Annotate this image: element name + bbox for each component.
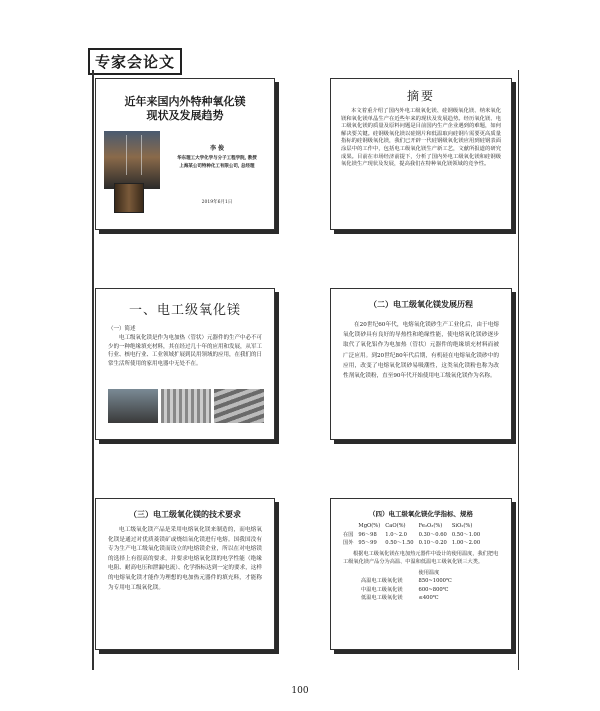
title-line-2: 现状及发展趋势 xyxy=(146,109,224,122)
product-photos xyxy=(108,389,264,423)
spec-cell: 1.0～2.0 xyxy=(385,531,407,538)
requirements-text: 电工级氧化镁产品是采用电熔氧化镁来制造的，而电熔氧化镁是通过对优质菱镁矿或烧结氧化镁进行电熔。国我国没有专为生产电工级氧化镁而设立的电熔镁企业，所以在对电熔镁的选择上有很高的要求，并要求电熔氧化镁的电学性能（绝缘电阻、耐高电压和泄漏电流）、化学指标达到一定的要求，这样的电熔氧化镁才能作为理想的电加热元器件的填充料，才能称为专用电工级氧化镁。 xyxy=(108,527,262,591)
grade-header-row xyxy=(361,569,468,578)
spec-cell: 1.00～2.00 xyxy=(451,540,481,546)
author-block xyxy=(164,145,270,171)
grade-temp: 600~800℃ xyxy=(418,586,449,593)
title-line-1: 近年来国内外特种氧化镁 xyxy=(124,95,246,108)
author-name: 李 俊 xyxy=(209,145,225,152)
section-tag: 专家会论文 xyxy=(88,48,182,75)
slide-title-heading xyxy=(96,95,274,123)
spec-header-row xyxy=(343,522,485,531)
section-one-subtitle: （一）简述 xyxy=(108,326,136,332)
grade-row xyxy=(361,594,468,603)
history-text: 在20世纪60年代，电熔氧化镁砂生产工业化后，由于电熔氧化镁砂具有良好的导热性和绝缘性能，使电熔氧化镁砂逐步取代了氧化铝作为电加热（管状）元器件的绝缘填充材料而被广泛应用。到20世纪80年代后期，有机硅在电熔氧化镁砂中的应用，改变了电熔氧化镁砂易吸潮性，这类氧化镁粉也称为改性剂氧化镁粉，直至90年代开始使用电工级氧化镁作为名称。 xyxy=(343,322,499,380)
spec-cell: 0.50～1.00 xyxy=(451,531,481,538)
right-rule xyxy=(518,70,519,670)
page-number: 100 xyxy=(291,686,309,696)
slide-date: 2019年6月1日 xyxy=(201,200,233,205)
spec-header-cell: MgO(%) xyxy=(358,523,381,529)
spec-header-cell: CaO(%) xyxy=(385,523,406,529)
grade-temp: ≤400℃ xyxy=(418,595,439,601)
abstract-title: 摘要 xyxy=(406,89,435,103)
spec-table xyxy=(343,522,485,548)
grade-name: 高温电工级氧化镁 xyxy=(361,578,403,584)
grade-row xyxy=(361,577,468,586)
photo-elements xyxy=(214,389,264,423)
section-one-text: 电工级氧化镁是作为电加热（管状）元器件的生产中必不可少的一种绝缘填充材料，其在经过几十年的应用和发展，从军工行业、核电行业、工业领域扩展到民用领域的应用，在我们的日常生活所使用的家用电器中无处不在。 xyxy=(108,335,263,367)
spec-cell: 0.10～0.20 xyxy=(418,540,447,546)
history-title: （二）电工级氧化镁发展历程 xyxy=(369,300,473,309)
slide-history xyxy=(330,288,512,440)
section-one-title: 一、电工级氧化镁 xyxy=(128,303,241,318)
abstract-text: 本文着重介绍了国内外电工级氧化镁、硅钢级氧化镁、纳米氧化镁和氧化镁单晶生产在近些年来的现状及发展趋势。经历氧化镁、电工级氧化镁的质量及原料问题是目前国内生产企业遇到的难题，如何解决要关键。硅钢级氧化镁以硅钢片和低温取向硅钢片需要更高质量指标的硅钢级氧化镁，我们已开辟一代硅钢级氧化镁应用到硅钢表面涂层中的工作中，包括电工级氧化镁生产新工艺，文献所报道的研究成果。目前在市场经济前提下，分析了国内外电工级氧化镁和硅钢级氧化镁生产现状及发展，提高我们在特种氧化镁领域的竞争性。 xyxy=(341,108,501,168)
spec-row xyxy=(343,531,485,540)
transformer-photo xyxy=(114,183,144,213)
slide-section-one xyxy=(95,288,275,440)
photo-plant xyxy=(108,389,158,423)
specs-title: （四）电工级氧化镁化学指标、规格 xyxy=(369,510,473,518)
slide-title xyxy=(95,78,275,230)
grade-name: 低温电工级氧化镁 xyxy=(361,595,403,601)
grade-header-cell: 使用温度 xyxy=(418,569,440,576)
spec-cell: 在国 xyxy=(343,531,354,538)
photo-heating-tubes xyxy=(161,389,211,423)
grade-temp: 850~1000℃ xyxy=(418,578,452,584)
slide-abstract xyxy=(330,78,512,230)
spec-header-cell: Fe₂O₃(%) xyxy=(418,523,443,529)
slide-specs xyxy=(330,498,512,650)
spec-cell: 96～98 xyxy=(358,531,377,538)
pylon-graphic xyxy=(126,135,142,175)
affiliation-2: 上海某公司特种化工有限公司, 总经理 xyxy=(179,164,255,169)
spec-cell: 95～99 xyxy=(358,540,377,546)
spec-row xyxy=(343,539,485,548)
spec-cell: 0.50～1.50 xyxy=(385,540,414,546)
spec-header-cell: SiO₂(%) xyxy=(451,523,473,529)
requirements-title: （三）电工级氧化镁的技术要求 xyxy=(129,510,241,519)
affiliation-1: 华东理工大学化学与分子工程学院, 教授 xyxy=(177,156,257,161)
grade-header-blank xyxy=(361,569,419,578)
specs-text: 根据电工级氧化镁在电加热元器件中设计的使用温度，我们把电工级氧化镁产品分为高温、中温和低温电工级氧化镁三大类。 xyxy=(343,550,499,565)
left-rule xyxy=(92,70,94,670)
grade-row xyxy=(361,586,468,595)
slide-requirements xyxy=(95,498,275,650)
grade-table xyxy=(361,569,468,603)
spec-cell: 国外 xyxy=(343,540,354,546)
grade-name: 中温电工级氧化镁 xyxy=(361,586,403,593)
spec-cell: 0.30～0.60 xyxy=(418,531,447,538)
spec-header-cell xyxy=(343,522,358,531)
